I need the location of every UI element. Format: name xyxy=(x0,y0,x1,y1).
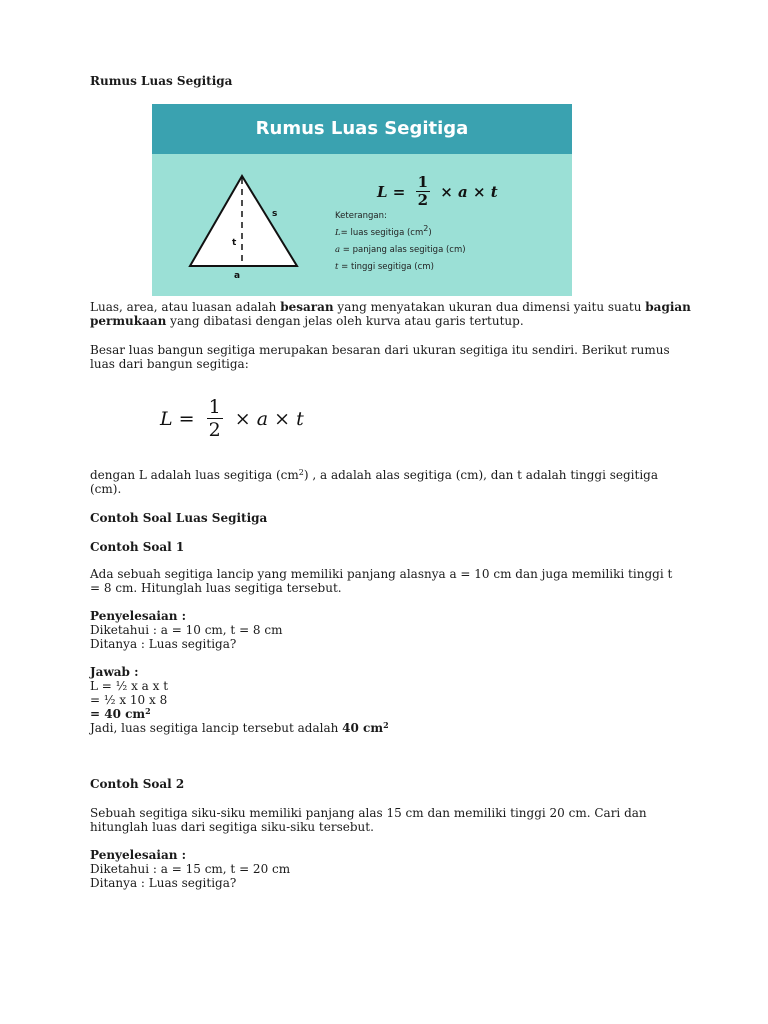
triangle-shape xyxy=(190,176,297,266)
figure-header xyxy=(152,104,572,154)
soal2-title: Contoh Soal 2 xyxy=(90,777,185,791)
soal1-penyelesaian: Penyelesaian : xyxy=(90,609,187,623)
soal1-conclusion: Jadi, luas segitiga lancip tersebut adalah 40 $cm^2$ xyxy=(90,720,389,735)
soal1-ditanya: Ditanya : Luas segitiga? xyxy=(90,637,237,651)
variable-explanation-line2: (cm). xyxy=(90,482,122,496)
soal2-diketahui: Diketahui : a = 15 cm, t = 20 cm xyxy=(90,862,291,876)
label-s: s xyxy=(272,209,278,219)
soal1-jawab: Jawab : xyxy=(90,665,139,679)
soal1-step1: L = ½ x a x t xyxy=(90,679,169,693)
variable-explanation-line1: dengan L adalah luas segitiga $(cm^2)$ , a adalah alas segitiga (cm), dan t adalah tinggi segitiga xyxy=(90,468,658,482)
figure-formula: L = $\frac{1}{2}$ × a × t xyxy=(377,173,498,209)
soal1-question-line2: = 8 cm. Hitunglah luas segitiga tersebut. xyxy=(90,581,342,595)
soal2-penyelesaian: Penyelesaian : xyxy=(90,848,187,862)
area-formula: L = $\frac{1}{2}$ × a × t xyxy=(160,396,304,441)
soal1-title: Contoh Soal 1 xyxy=(90,540,185,554)
label-a: a xyxy=(234,271,241,281)
soal2-question-line1: Sebuah segitiga siku-siku memiliki panjang alas 15 cm dan memiliki tinggi 20 cm. Cari dan xyxy=(90,806,647,820)
formula-intro-line1: Besar luas bangun segitiga merupakan besaran dari ukuran segitiga itu sendiri. Berikut rumus xyxy=(90,343,670,357)
soal1-diketahui: Diketahui : a = 10 cm, t = 8 cm xyxy=(90,623,283,637)
intro-paragraph-line2: permukaan yang dibatasi dengan jelas oleh kurva atau garis tertutup. xyxy=(90,314,524,328)
soal1-question-line1: Ada sebuah segitiga lancip yang memiliki panjang alasnya a = 10 cm dan juga memiliki tinggi t xyxy=(90,567,673,581)
label-t: t xyxy=(232,238,237,248)
figure-title: Rumus Luas Segitiga xyxy=(255,118,469,139)
soal2-ditanya: Ditanya : Luas segitiga? xyxy=(90,876,237,890)
triangle-diagram xyxy=(152,154,332,296)
soal1-step2: = ½ x 10 x 8 xyxy=(90,693,168,707)
section-title: Contoh Soal Luas Segitiga xyxy=(90,511,268,525)
page-heading: Rumus Luas Segitiga xyxy=(90,74,233,88)
figure-notes: Keterangan: L= luas segitiga $(cm^2)$ a = panjang alas segitiga (cm) t = tinggi segitiga (cm) xyxy=(335,211,466,272)
triangle-formula-figure xyxy=(152,104,572,296)
soal1-step3: = 40 $cm^2$ xyxy=(90,706,151,721)
soal2-question-line2: hitunglah luas dari segitiga siku-siku tersebut. xyxy=(90,820,374,834)
formula-intro-line2: luas dari bangun segitiga: xyxy=(90,357,249,371)
intro-paragraph-line1: Luas, area, atau luasan adalah besaran yang menyatakan ukuran dua dimensi yaitu suatu bagian xyxy=(90,300,691,314)
